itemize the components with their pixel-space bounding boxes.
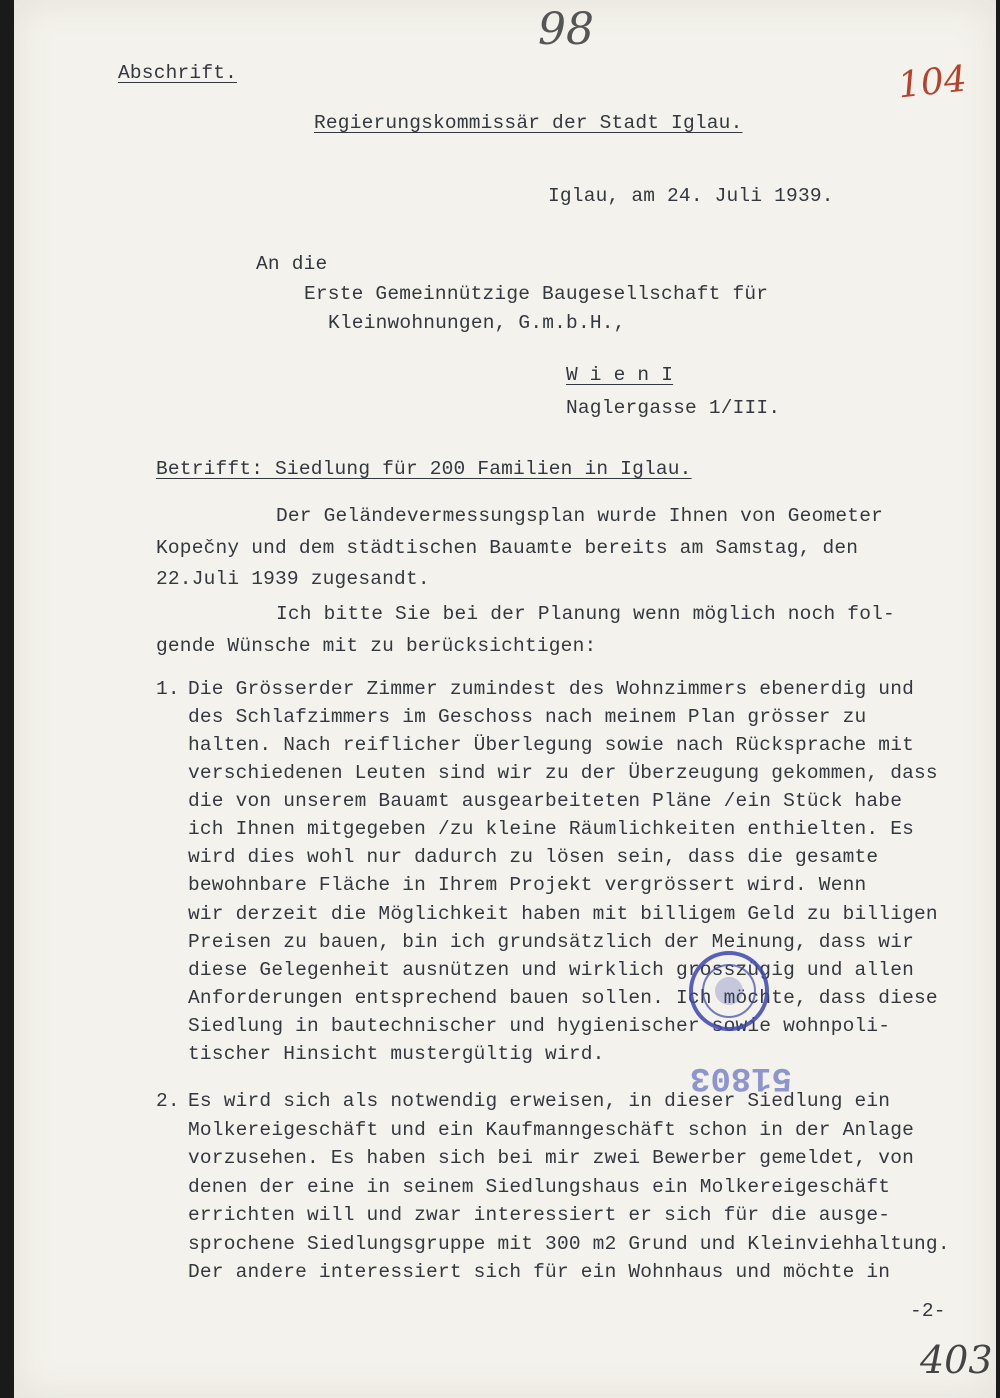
archive-stamp-number: 51803 — [690, 1058, 793, 1096]
recipient-name-line2: Kleinwohnungen, G.m.b.H., — [328, 312, 626, 334]
document-page — [14, 0, 996, 1398]
item-line: denen der eine in seinem Siedlungshaus ein Molkereigeschäft — [188, 1176, 891, 1198]
copy-label: Abschrift. — [118, 62, 238, 84]
item-line: wird dies wohl nur dadurch zu lösen sein, dass die gesamte — [188, 846, 879, 868]
archive-stamp-icon — [686, 948, 772, 1034]
item-line: bewohnbare Fläche in Ihrem Projekt vergrössert wird. Wenn — [188, 874, 867, 896]
handwritten-folio-number: 104 — [896, 58, 969, 107]
intro-paragraph-line: gende Wünsche mit zu berücksichtigen: — [156, 635, 597, 657]
item-line: errichten will und zwar interessiert er sich für die ausge- — [188, 1204, 891, 1226]
item-line: sprochene Siedlungsgruppe mit 300 m2 Grund und Kleinviehhaltung. — [188, 1233, 950, 1255]
item-line: Es wird sich als notwendig erweisen, in dieser Siedlung ein — [188, 1090, 891, 1112]
item-line: wir derzeit die Möglichkeit haben mit billigem Geld zu billigen — [188, 903, 938, 925]
place-date: Iglau, am 24. Juli 1939. — [548, 185, 834, 207]
authority-heading: Regierungskommissär der Stadt Iglau. — [314, 112, 743, 134]
item-line: Preisen zu bauen, bin ich grundsätzlich der Meinung, dass wir — [188, 931, 915, 953]
handwritten-bottom-number: 403 — [920, 1338, 993, 1382]
item-line: halten. Nach reiflicher Überlegung sowie nach Rücksprache mit — [188, 734, 915, 756]
intro-paragraph-line: Der Geländevermessungsplan wurde Ihnen von Geometer — [276, 505, 883, 527]
item-line: verschiedenen Leuten sind wir zu der Überzeugung gekommen, dass — [188, 762, 938, 784]
intro-paragraph-line: Ich bitte Sie bei der Planung wenn möglich noch fol- — [276, 603, 895, 625]
item-line: die von unserem Bauamt ausgearbeiteten Pläne /ein Stück habe — [188, 790, 903, 812]
intro-paragraph-line: 22.Juli 1939 zugesandt. — [156, 568, 430, 590]
item-number: 1. — [156, 678, 180, 700]
item-line: ich Ihnen mitgegeben /zu kleine Räumlichkeiten enthielten. Es — [188, 818, 915, 840]
handwritten-page-number: 98 — [538, 4, 594, 55]
item-line: vorzusehen. Es haben sich bei mir zwei Bewerber gemeldet, von — [188, 1147, 915, 1169]
item-line: des Schlafzimmers im Geschoss nach meinem Plan grösser zu — [188, 706, 867, 728]
item-line: Molkereigeschäft und ein Kaufmanngeschäft schon in der Anlage — [188, 1119, 915, 1141]
subject-line: Betrifft: Siedlung für 200 Familien in Iglau. — [156, 458, 692, 480]
item-line: Der andere interessiert sich für ein Wohnhaus und möchte in — [188, 1261, 891, 1283]
item-line: Anforderungen entsprechend bauen sollen. Ich möchte, dass diese — [188, 987, 938, 1009]
item-number: 2. — [156, 1090, 180, 1112]
item-line: tischer Hinsicht mustergültig wird. — [188, 1043, 605, 1065]
intro-paragraph-line: Kopečny und dem städtischen Bauamte bereits am Samstag, den — [156, 537, 859, 559]
recipient-street: Naglergasse 1/III. — [566, 397, 781, 419]
recipient-city: W i e n I — [566, 364, 674, 386]
page-marker: -2- — [910, 1300, 946, 1322]
item-line: diese Gelegenheit ausnützen und wirklich grosszügig und allen — [188, 959, 915, 981]
recipient-name-line1: Erste Gemeinnützige Baugesellschaft für — [304, 283, 769, 305]
item-line: Die Grösserder Zimmer zumindest des Wohnzimmers ebenerdig und — [188, 678, 915, 700]
address-salutation: An die — [256, 253, 328, 275]
item-line: Siedlung in bautechnischer und hygienischer sowie wohnpoli- — [188, 1015, 891, 1037]
